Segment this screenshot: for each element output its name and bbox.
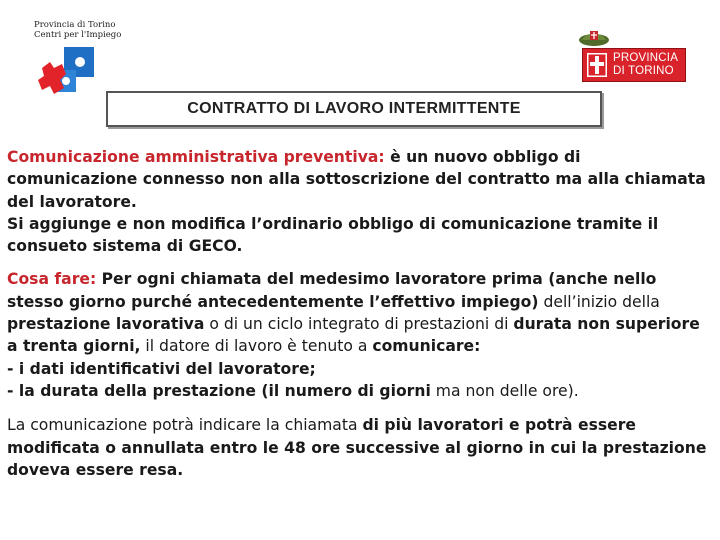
paragraph-cosa-fare	[7, 268, 713, 357]
document-body	[7, 146, 713, 481]
provincia-line-2: DI TORINO	[613, 65, 674, 77]
label-cosa-fare: Cosa fare:	[7, 270, 97, 289]
provincia-torino-logo	[574, 28, 686, 82]
provincia-line-1: PROVINCIA	[613, 52, 679, 64]
cross-icon	[587, 53, 607, 77]
text-comunicazione-2: di più lavoratori e potrà essere modificata o annullata entro le 48 ore successive al giorno in cui la prestazione doveva essere resa.	[7, 416, 707, 479]
page-title: CONTRATTO DI LAVORO INTERMITTENTE	[187, 100, 521, 117]
provincia-box	[582, 48, 686, 82]
label-preventiva: Comunicazione amministrativa preventiva:	[7, 148, 385, 166]
paragraph-geco: Si aggiunge e non modifica l’ordinario obbligo di comunicazione tramite il consueto sistema di GECO.	[7, 214, 659, 256]
text-cosa-fare-2: dell’inizio della	[538, 292, 660, 311]
text-cosa-fare-4: o di un ciclo integrato di prestazioni di	[204, 315, 514, 334]
text-cosa-fare-5: durata non superiore a trenta giorni,	[7, 315, 700, 356]
logo-line-1: Provincia di Torino	[34, 20, 116, 30]
list-item: - i dati identificativi del lavoratore;	[7, 359, 316, 378]
text-cosa-fare-6: il datore di lavoro è tenuto a	[140, 337, 373, 356]
text-cosa-fare-1: Per ogni chiamata del medesimo lavoratore prima (anche nello stesso giorno purché antecedentemente l’effettivo impiego)	[7, 270, 657, 311]
centri-impiego-logo	[34, 20, 144, 100]
list-item-normal: ma non delle ore).	[430, 381, 579, 400]
title-box	[106, 91, 602, 127]
text-comunicazione-1: La comunicazione potrà indicare la chiamata	[7, 416, 363, 435]
text-preventiva: è un nuovo obbligo di comunicazione connesso non alla sottoscrizione del contratto ma alla chiamata del lavoratore.	[7, 148, 706, 211]
text-cosa-fare-7: comunicare:	[372, 337, 481, 356]
provincia-crest-icon	[574, 28, 614, 50]
logo-line-2: Centri per l'Impiego	[34, 30, 122, 40]
puzzle-logo-icon	[36, 44, 98, 100]
list-item-bold: - la durata della prestazione (il numero di giorni	[7, 381, 431, 400]
paragraph-comunicazione	[7, 414, 713, 481]
list-item	[7, 380, 713, 402]
paragraph-preventiva	[7, 146, 713, 213]
text-cosa-fare-3: prestazione lavorativa	[7, 315, 205, 334]
